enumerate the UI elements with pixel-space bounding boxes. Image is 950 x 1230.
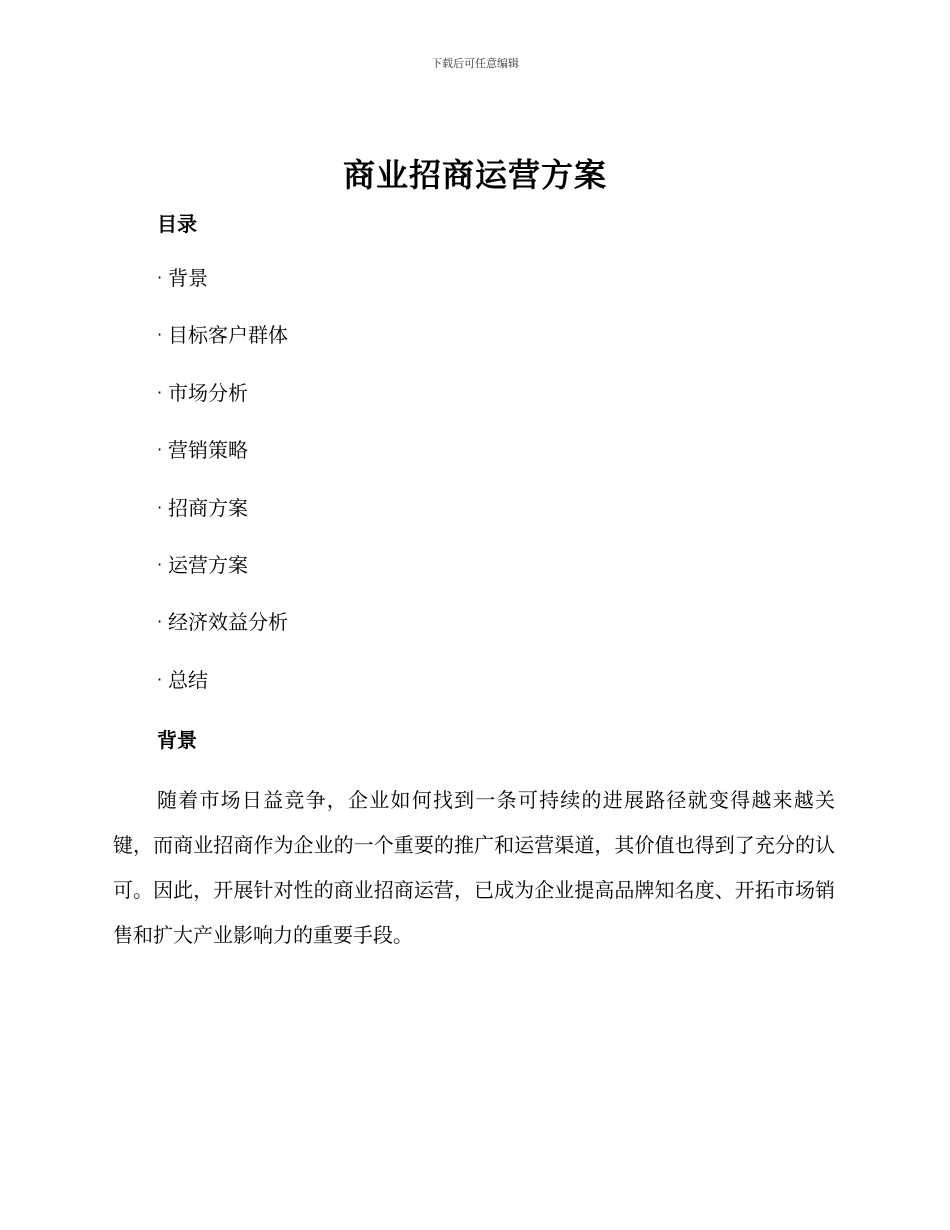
toc-item-label: 目标客户群体 xyxy=(168,323,288,348)
toc-item-label: 招商方案 xyxy=(168,495,248,520)
toc-item-investment-plan xyxy=(157,493,288,550)
bullet-icon: · xyxy=(157,440,163,460)
background-paragraph: 随着市场日益竞争，企业如何找到一条可持续的进展路径就变得越来越关键，而商业招商作为企业的一个重要的推广和运营渠道，其价值也得到了充分的认可。因此，开展针对性的商业招商运营，已成为企业提高品牌知名度、开拓市场销售和扩大产业影响力的重要手段。 xyxy=(113,788,835,947)
toc-item-economic-analysis xyxy=(157,607,288,664)
toc-item-market-analysis xyxy=(157,378,288,435)
toc-item-operations-plan xyxy=(157,550,288,607)
bullet-icon: · xyxy=(157,669,163,689)
toc-item-label: 运营方案 xyxy=(168,552,248,577)
bullet-icon: · xyxy=(157,268,163,287)
toc-heading: 目录 xyxy=(157,212,197,236)
bullet-icon: · xyxy=(157,325,163,345)
toc-item-marketing-strategy xyxy=(157,435,288,492)
page-header-note: 下载后可任意编辑 xyxy=(431,57,519,70)
bullet-icon: · xyxy=(157,497,163,517)
document-title: 商业招商运营方案 xyxy=(342,156,607,194)
toc-item-target-customers xyxy=(157,320,288,377)
toc-item-summary xyxy=(157,665,288,722)
toc-item-label: 总结 xyxy=(168,667,208,692)
toc-list xyxy=(157,263,288,722)
toc-item-label: 经济效益分析 xyxy=(168,610,288,635)
toc-item-label: 营销策略 xyxy=(168,438,248,463)
toc-item-background xyxy=(157,263,288,320)
bullet-icon: · xyxy=(157,554,163,574)
section-heading-background: 背景 xyxy=(157,728,197,752)
toc-item-label: 背景 xyxy=(168,266,208,290)
bullet-icon: · xyxy=(157,612,163,632)
toc-item-label: 市场分析 xyxy=(168,380,248,405)
bullet-icon: · xyxy=(157,382,163,402)
